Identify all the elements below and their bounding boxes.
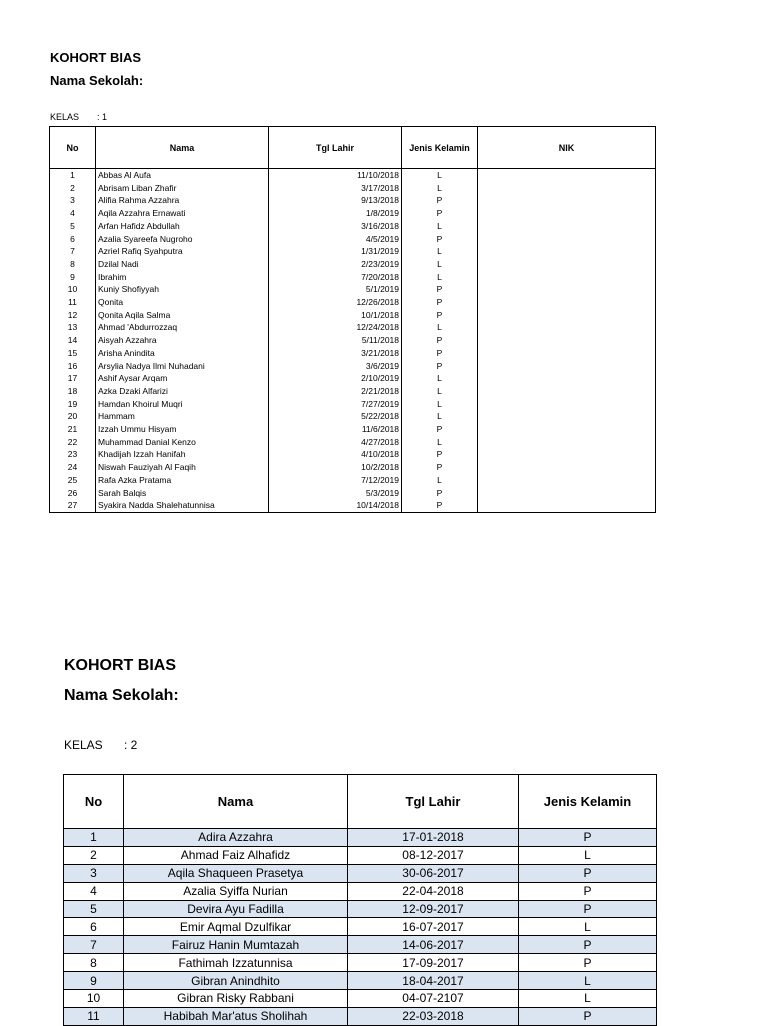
cell-jenis-kelamin: P [519,882,657,900]
cell-nama: Habibah Mar'atus Sholihah [124,1007,348,1025]
cell-nama: Abrisam Liban Zhafir [96,182,269,195]
cell-tgl-lahir: 14-06-2017 [348,936,519,954]
table-row [64,864,657,882]
cell-jenis-kelamin: P [519,1007,657,1025]
cell-tgl-lahir: 3/16/2018 [269,220,402,233]
table-row [64,900,657,918]
cell-jenis-kelamin: P [402,487,478,500]
cell-tgl-lahir: 18-04-2017 [348,972,519,990]
cell-nama: Niswah Fauziyah Al Faqih [96,461,269,474]
cell-jenis-kelamin: P [402,207,478,220]
cell-jenis-kelamin: P [402,423,478,436]
table-row [50,398,656,411]
cell-no: 16 [50,360,96,373]
cell-tgl-lahir: 1/31/2019 [269,245,402,258]
header-tgl-lahir: Tgl Lahir [348,775,519,829]
cell-no: 22 [50,436,96,449]
cell-tgl-lahir: 5/3/2019 [269,487,402,500]
cell-nama: Azalia Syareefa Nugroho [96,233,269,246]
cell-nama: Hamdan Khoirul Muqri [96,398,269,411]
table-row [50,220,656,233]
cell-tgl-lahir: 7/27/2019 [269,398,402,411]
cell-tgl-lahir: 16-07-2017 [348,918,519,936]
cell-jenis-kelamin: L [402,385,478,398]
cell-jenis-kelamin: P [402,499,478,512]
cell-jenis-kelamin: P [402,283,478,296]
cell-jenis-kelamin: P [519,954,657,972]
cell-nama: Azriel Rafiq Syahputra [96,245,269,258]
table-row [50,321,656,334]
cell-jenis-kelamin: L [519,990,657,1008]
cell-jenis-kelamin: L [519,918,657,936]
cell-tgl-lahir: 2/21/2018 [269,385,402,398]
class-value: : 1 [97,112,108,122]
cell-tgl-lahir: 10/2/2018 [269,461,402,474]
table-row [50,207,656,220]
header-jenis-kelamin: Jenis Kelamin [519,775,657,829]
cell-jenis-kelamin: L [402,436,478,449]
class-label [64,738,138,752]
cell-tgl-lahir: 22-04-2018 [348,882,519,900]
header-no: No [64,775,124,829]
table-row [50,474,656,487]
table-row [64,882,657,900]
cell-tgl-lahir: 4/27/2018 [269,436,402,449]
cell-tgl-lahir: 5/11/2018 [269,334,402,347]
cell-jenis-kelamin: L [402,169,478,182]
cell-no: 10 [50,283,96,296]
cell-tgl-lahir: 30-06-2017 [348,864,519,882]
cell-jenis-kelamin: L [519,972,657,990]
cell-tgl-lahir: 17-01-2018 [348,829,519,847]
table-row [64,954,657,972]
cell-nik [478,385,656,398]
table-row [64,918,657,936]
cell-tgl-lahir: 4/5/2019 [269,233,402,246]
cell-nama: Gibran Anindhito [124,972,348,990]
cell-nama: Sarah Balqis [96,487,269,500]
cell-tgl-lahir: 12/24/2018 [269,321,402,334]
cell-jenis-kelamin: P [402,309,478,322]
cell-tgl-lahir: 5/22/2018 [269,410,402,423]
table-row [64,1007,657,1025]
cell-no: 8 [64,954,124,972]
table-row [64,972,657,990]
cell-nik [478,360,656,373]
cell-no: 9 [50,271,96,284]
cell-no: 23 [50,448,96,461]
table-row [50,423,656,436]
cell-jenis-kelamin: P [402,347,478,360]
cell-nama: Izzah Ummu Hisyam [96,423,269,436]
cell-nama: Ahmad 'Abdurrozzaq [96,321,269,334]
cell-jenis-kelamin: L [402,258,478,271]
cell-nama: Gibran Risky Rabbani [124,990,348,1008]
cell-no: 5 [64,900,124,918]
header-jenis-kelamin: Jenis Kelamin [402,127,478,169]
cell-jenis-kelamin: L [402,182,478,195]
cell-nik [478,436,656,449]
cell-jenis-kelamin: P [402,334,478,347]
cell-nama: Muhammad Danial Kenzo [96,436,269,449]
cell-jenis-kelamin: L [402,410,478,423]
cell-no: 15 [50,347,96,360]
cell-nik [478,372,656,385]
table-row [50,461,656,474]
cell-nik [478,207,656,220]
table-header-row [50,127,656,169]
cell-no: 4 [64,882,124,900]
cell-jenis-kelamin: L [402,398,478,411]
cell-jenis-kelamin: L [402,372,478,385]
table-row [50,233,656,246]
cell-no: 18 [50,385,96,398]
cell-nik [478,398,656,411]
cell-no: 7 [64,936,124,954]
class-value: : 2 [124,738,138,752]
cell-no: 11 [50,296,96,309]
cell-jenis-kelamin: P [519,900,657,918]
cell-no: 4 [50,207,96,220]
class-label-text: KELAS [50,112,80,122]
cell-jenis-kelamin: P [402,448,478,461]
table-row [64,829,657,847]
cell-nama: Kuniy Shofiyyah [96,283,269,296]
cell-tgl-lahir: 10/1/2018 [269,309,402,322]
header-nik: NIK [478,127,656,169]
cell-tgl-lahir: 2/10/2019 [269,372,402,385]
table-row [50,372,656,385]
cell-no: 25 [50,474,96,487]
class-label-text: KELAS [64,738,103,752]
student-table-kelas-1 [49,126,656,513]
table-row [50,309,656,322]
table-row [50,487,656,500]
cell-no: 1 [50,169,96,182]
cell-no: 20 [50,410,96,423]
cell-nik [478,423,656,436]
cell-tgl-lahir: 5/1/2019 [269,283,402,296]
cell-nik [478,182,656,195]
cell-jenis-kelamin: P [402,461,478,474]
cell-nama: Alifia Rahma Azzahra [96,194,269,207]
table-row [50,360,656,373]
cell-no: 26 [50,487,96,500]
table-row [50,448,656,461]
cell-tgl-lahir: 08-12-2017 [348,846,519,864]
cell-nama: Aisyah Azzahra [96,334,269,347]
cell-nama: Emir Aqmal Dzulfikar [124,918,348,936]
cell-nama: Adira Azzahra [124,829,348,847]
cell-nama: Arisha Anindita [96,347,269,360]
cell-nik [478,410,656,423]
cell-no: 13 [50,321,96,334]
cell-nik [478,309,656,322]
header-nama: Nama [124,775,348,829]
cell-nama: Khadijah Izzah Hanifah [96,448,269,461]
cell-no: 21 [50,423,96,436]
cell-nik [478,283,656,296]
cell-tgl-lahir: 12-09-2017 [348,900,519,918]
cell-tgl-lahir: 3/21/2018 [269,347,402,360]
student-table-kelas-2 [63,774,657,1026]
cell-tgl-lahir: 7/20/2018 [269,271,402,284]
cell-tgl-lahir: 9/13/2018 [269,194,402,207]
cell-nama: Aqila Shaqueen Prasetya [124,864,348,882]
table-row [50,410,656,423]
cell-no: 3 [50,194,96,207]
table-row [50,182,656,195]
cell-tgl-lahir: 4/10/2018 [269,448,402,461]
cell-jenis-kelamin: L [402,271,478,284]
cell-no: 1 [64,829,124,847]
cell-nik [478,271,656,284]
document-title: KOHORT BIAS [50,50,141,65]
cell-nama: Fathimah Izzatunnisa [124,954,348,972]
cell-nama: Hammam [96,410,269,423]
cell-no: 6 [64,918,124,936]
cell-tgl-lahir: 12/26/2018 [269,296,402,309]
cell-nama: Devira Ayu Fadilla [124,900,348,918]
cell-no: 11 [64,1007,124,1025]
school-name-label: Nama Sekolah: [64,687,179,704]
cell-no: 10 [64,990,124,1008]
table-header-row [64,775,657,829]
table-row [50,283,656,296]
cell-tgl-lahir: 10/14/2018 [269,499,402,512]
cell-jenis-kelamin: P [519,829,657,847]
cell-no: 3 [64,864,124,882]
cell-nama: Ahmad Faiz Alhafidz [124,846,348,864]
cell-jenis-kelamin: P [519,864,657,882]
cell-tgl-lahir: 3/6/2019 [269,360,402,373]
cell-tgl-lahir: 1/8/2019 [269,207,402,220]
cell-tgl-lahir: 11/6/2018 [269,423,402,436]
cell-nik [478,461,656,474]
cell-no: 2 [50,182,96,195]
cell-no: 12 [50,309,96,322]
table-row [50,169,656,182]
table-row [50,436,656,449]
table-row [50,385,656,398]
cell-nik [478,448,656,461]
cell-no: 14 [50,334,96,347]
cell-nama: Qonita [96,296,269,309]
cell-tgl-lahir: 04-07-2107 [348,990,519,1008]
cell-jenis-kelamin: P [402,296,478,309]
cell-tgl-lahir: 22-03-2018 [348,1007,519,1025]
table-row [50,334,656,347]
cell-nama: Dzilal Nadi [96,258,269,271]
cell-jenis-kelamin: P [402,233,478,246]
table-row [50,194,656,207]
table-row [50,499,656,512]
cell-jenis-kelamin: L [402,220,478,233]
cell-no: 5 [50,220,96,233]
cell-nama: Abbas Al Aufa [96,169,269,182]
cell-nik [478,258,656,271]
cell-nik [478,474,656,487]
cell-jenis-kelamin: P [519,936,657,954]
cell-nama: Azka Dzaki Alfarizi [96,385,269,398]
header-tgl-lahir: Tgl Lahir [269,127,402,169]
table-row [50,271,656,284]
cell-no: 9 [64,972,124,990]
cell-nik [478,347,656,360]
cell-tgl-lahir: 11/10/2018 [269,169,402,182]
cell-nama: Syakira Nadda Shalehatunnisa [96,499,269,512]
cell-nama: Fairuz Hanin Mumtazah [124,936,348,954]
cell-tgl-lahir: 17-09-2017 [348,954,519,972]
header-nama: Nama [96,127,269,169]
cell-jenis-kelamin: P [402,360,478,373]
cell-nama: Aqila Azzahra Ernawati [96,207,269,220]
cell-jenis-kelamin: L [402,321,478,334]
cell-tgl-lahir: 3/17/2018 [269,182,402,195]
cell-nama: Arfan Hafidz Abdullah [96,220,269,233]
cell-nama: Azalia Syiffa Nurian [124,882,348,900]
cell-no: 19 [50,398,96,411]
cell-nik [478,233,656,246]
cell-jenis-kelamin: L [402,245,478,258]
cell-tgl-lahir: 7/12/2019 [269,474,402,487]
cell-nama: Ibrahim [96,271,269,284]
table-row [50,296,656,309]
cell-nik [478,296,656,309]
table-row [64,990,657,1008]
table-row [50,347,656,360]
cell-no: 27 [50,499,96,512]
header-no: No [50,127,96,169]
cell-tgl-lahir: 2/23/2019 [269,258,402,271]
class-label [50,112,108,122]
school-name-label: Nama Sekolah: [50,73,144,88]
table-row [50,258,656,271]
cell-nik [478,321,656,334]
cell-no: 8 [50,258,96,271]
cell-nik [478,499,656,512]
cell-nik [478,169,656,182]
cell-nik [478,245,656,258]
cell-no: 24 [50,461,96,474]
document-title: KOHORT BIAS [64,657,176,674]
cell-nik [478,487,656,500]
table-row [64,846,657,864]
cell-no: 17 [50,372,96,385]
table-row [64,936,657,954]
cell-nama: Ashif Aysar Arqam [96,372,269,385]
cell-nama: Rafa Azka Pratama [96,474,269,487]
cell-nik [478,334,656,347]
cell-jenis-kelamin: L [519,846,657,864]
cell-nik [478,194,656,207]
cell-nik [478,220,656,233]
cell-no: 6 [50,233,96,246]
cell-no: 7 [50,245,96,258]
cell-no: 2 [64,846,124,864]
table-row [50,245,656,258]
cell-jenis-kelamin: L [402,474,478,487]
cell-nama: Arsylia Nadya Ilmi Nuhadani [96,360,269,373]
cell-jenis-kelamin: P [402,194,478,207]
cell-nama: Qonita Aqila Salma [96,309,269,322]
